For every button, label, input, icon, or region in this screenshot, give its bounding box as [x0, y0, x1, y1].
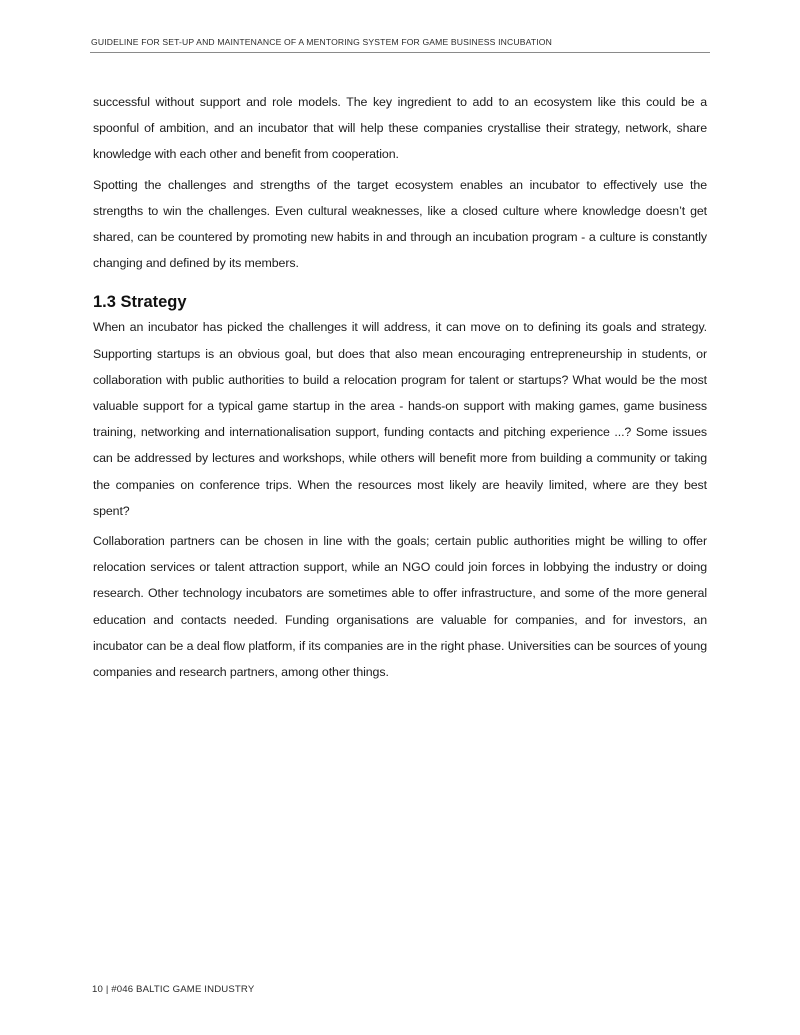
- page-footer: [92, 984, 254, 995]
- footer-separator: |: [105, 984, 109, 995]
- publication-title: #046 BALTIC GAME INDUSTRY: [111, 984, 255, 995]
- page-number: 10: [92, 984, 103, 995]
- running-header: [91, 37, 710, 47]
- section-heading: 1.3 Strategy: [93, 293, 187, 312]
- header-divider: [90, 52, 710, 53]
- body-paragraph: Spotting the challenges and strengths of the target ecosystem enables an incubator to effectively use the strengths to win the challenges. Even cultural weaknesses, like a closed culture where knowledge doesn’t get shared, can be countered by promoting new habits in and through an incubation program - a culture is constantly changing and defined by its members.: [93, 177, 707, 271]
- running-header-title: GUIDELINE FOR SET-UP AND MAINTENANCE OF A MENTORING SYSTEM FOR GAME BUSINESS INCUBATION: [91, 37, 552, 47]
- page-content: [93, 89, 707, 689]
- body-paragraph: When an incubator has picked the challenges it will address, it can move on to defining its goals and strategy. Supporting startups is an obvious goal, but does that also mean encouraging entrepreneurship in students, or collaboration with public authorities to build a relocation program for talent or startups? What would be the most valuable support for a typical game startup in the area - hands-on support with making games, game business training, networking and internationalisation support, funding contacts and pitching experience ...? Some issues can be addressed by lectures and workshops, while others will benefit more from building a community or taking the companies on conference trips. When the resources most likely are heavily limited, where are they best spent?: [93, 320, 707, 518]
- body-paragraph: successful without support and role models. The key ingredient to add to an ecosystem like this could be a spoonful of ambition, and an incubator that will help these companies crystallise their strategy, network, share knowledge with each other and benefit from cooperation.: [93, 95, 707, 162]
- body-paragraph: Collaboration partners can be chosen in line with the goals; certain public authorities might be willing to offer relocation services or talent attraction support, while an NGO could join forces in lobbying the industry or doing research. Other technology incubators are sometimes able to offer infrastructure, and some of the more general education and contacts needed. Funding organisations are valuable for companies, and for investors, an incubator can be a deal flow platform, if its companies are in the right phase. Universities can be sources of young companies and research partners, among other things.: [93, 534, 707, 680]
